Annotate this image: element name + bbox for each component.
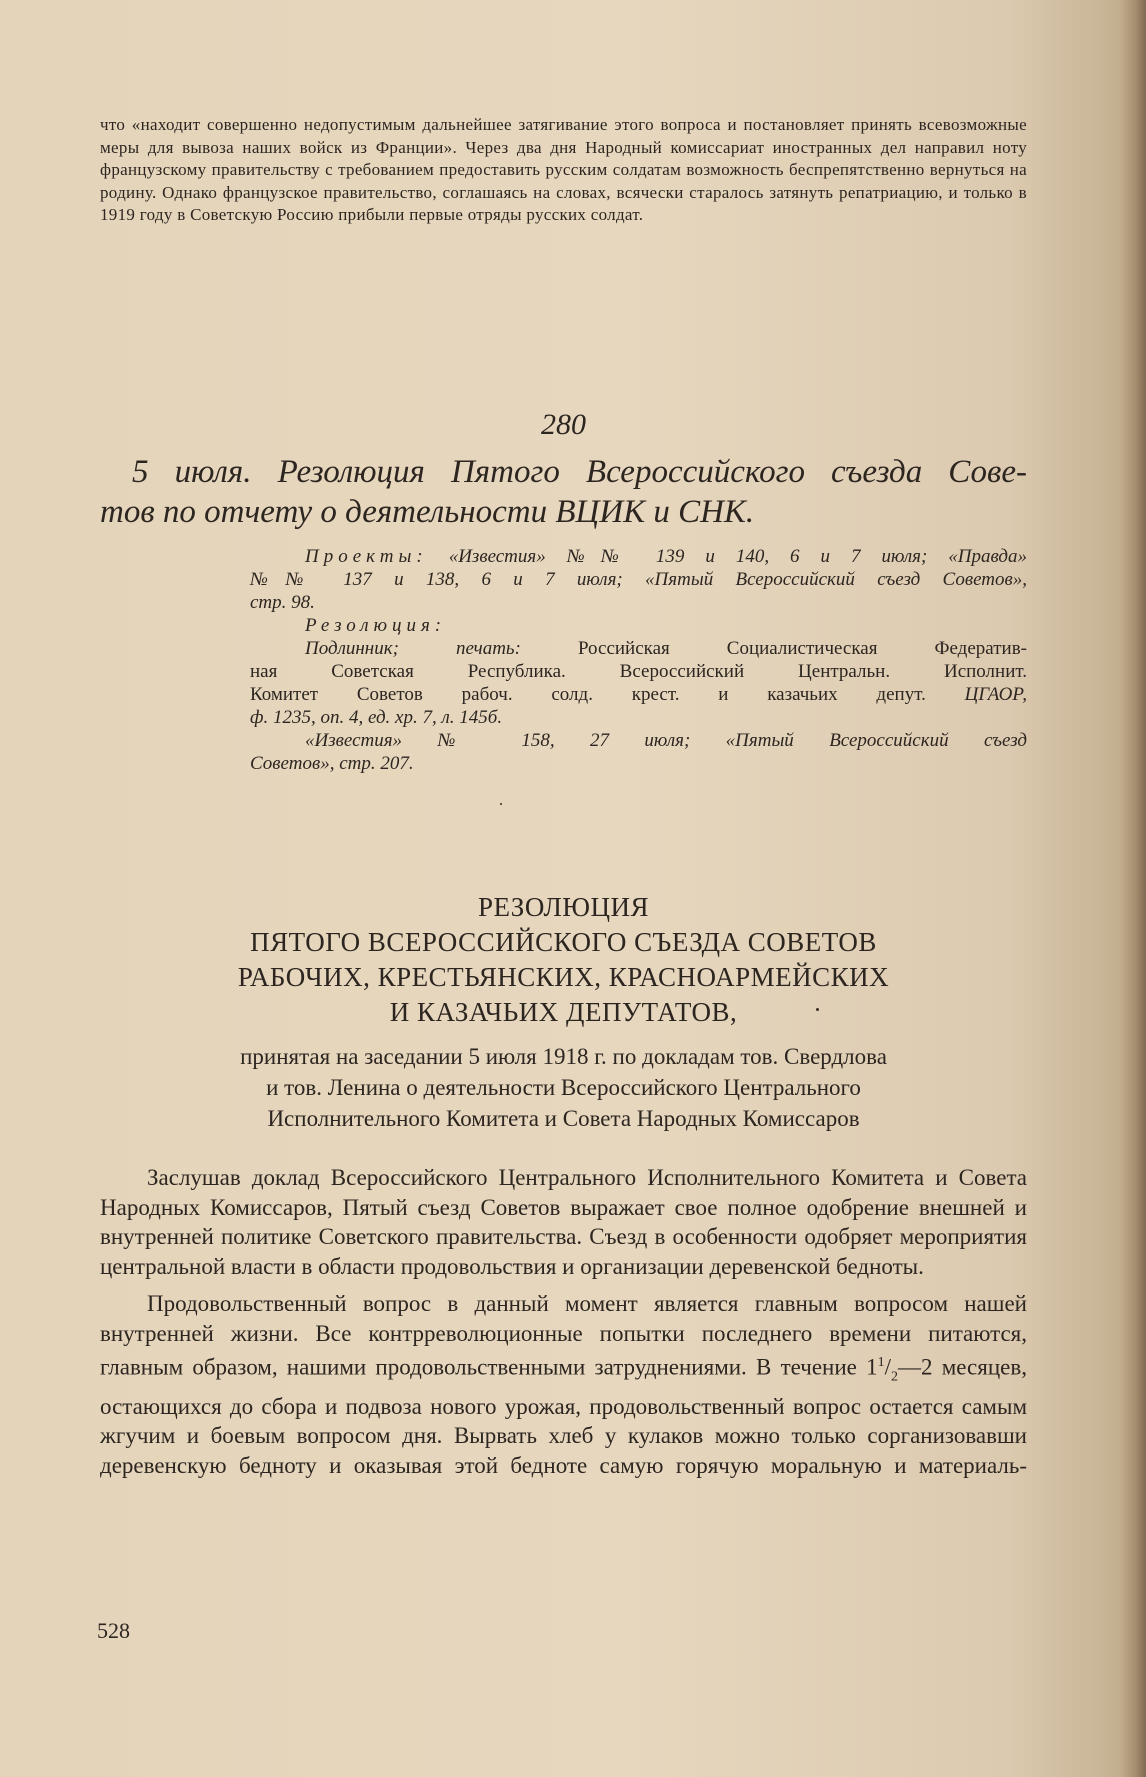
resolution-heading	[100, 890, 1027, 1030]
top-paragraph-block	[100, 114, 1027, 227]
body-paragraph-2-b: —2 месяцев, остающихся до сбора и подвоза нового урожая, продовольственный вопрос остается самым жгучим и боевым вопросом дня. Вырвать хлеб у кулаков можно только сорганизовавши деревенскую бедноту и оказывая этой бедноте самую горячую моральную и материаль-	[100, 1354, 1027, 1478]
heading-line-3: РАБОЧИХ, КРЕСТЬЯНСКИХ, КРАСНОАРМЕЙСКИХ	[237, 962, 890, 992]
document-title-line-2: тов по отчету о деятельности ВЦИК и СНК.	[100, 494, 755, 530]
projects-text-3: стр. 98.	[250, 592, 315, 613]
heading-line-1: РЕЗОЛЮЦИЯ	[477, 892, 650, 922]
izvestia-2: Советов», стр. 207.	[250, 753, 414, 774]
original-text-3a: Комитет Советов рабоч. солд. крест. и казачьих депут.	[250, 684, 926, 705]
resolution-label: Резолюция:	[305, 615, 447, 636]
print-speck	[816, 1008, 819, 1011]
document-title	[100, 452, 1027, 532]
top-paragraph: что «находит совершенно недопустимым дальнейшее затягивание этого вопроса и постановляет принять всевозможные меры для вывоза наших войск из Франции». Через два дня Народный комиссариат иностранных дел направил ноту французскому правительству с требованием предоставить русским солдатам возможность беспрепятственно вернуться на родину. Однако французское правительство, соглашаясь на словах, всячески старалось затянуть репатриацию, и только в 1919 году в Советскую Россию прибыли первые отряды русских солдат.	[100, 115, 1027, 224]
projects-label: Проекты:	[305, 546, 428, 567]
projects-text-1: «Известия» №№ 139 и 140, 6 и 7 июля; «Правда»	[448, 546, 1028, 567]
subheading-line-1: принятая на заседании 5 июля 1918 г. по докладам тов. Свердлова	[240, 1044, 887, 1069]
original-text-3b: ЦГАОР,	[964, 684, 1028, 705]
body-paragraph-2: Продовольственный вопрос в данный момент является главным вопросом нашей внутренней жизни. Все контрреволюционные попытки последнего времени питаются, главным образом, нашими продовольственными затруднениями. В течение $1^1/_2—2$ месяцев, остающихся до сбора и подвоза нового урожая, продовольственный вопрос остается самым жгучим и боевым вопросом дня. Вырвать хлеб у кулаков можно только сорганизовавши деревенскую бедноту и оказывая этой бедноте самую горячую моральную и материаль-	[100, 1291, 1027, 1478]
print-speck	[500, 803, 502, 805]
original-text-1: Российская Социалистическая Федератив-	[577, 638, 1027, 659]
body-paragraph-2-a: Продовольственный вопрос в данный момент является главным вопросом нашей внутренней жизни. Все контрреволюционные попытки последнего времени питаются, главным образом, нашими продовольственными затруднениями. В течение 1	[100, 1291, 1027, 1380]
archival-sources	[250, 545, 1027, 775]
heading-line-2: ПЯТОГО ВСЕРОССИЙСКОГО СЪЕЗДА СОВЕТОВ	[250, 927, 877, 957]
original-label: Подлинник; печать:	[305, 638, 521, 659]
resolution-body	[100, 1163, 1027, 1480]
projects-text-2: №№ 137 и 138, 6 и 7 июля; «Пятый Всероссийский съезд Советов»,	[250, 569, 1027, 590]
fraction-denominator: 2	[891, 1369, 898, 1385]
fraction-numerator: 1	[877, 1355, 885, 1370]
subheading-line-2: и тов. Ленина о деятельности Всероссийского Центрального	[266, 1075, 861, 1100]
original-text-2: ная Советская Республика. Всероссийский Центральн. Исполнит.	[250, 661, 1027, 682]
document-title-line-1: 5 июля. Резолюция Пятого Всероссийского съезда Сове-	[132, 454, 1027, 490]
page-fold-shadow	[1120, 0, 1146, 1777]
izvestia-1: «Известия» № 158, 27 июля; «Пятый Всероссийский съезд	[305, 730, 1027, 751]
page-number: 528	[97, 1618, 130, 1643]
resolution-subheading	[100, 1041, 1027, 1134]
body-paragraph-1: Заслушав доклад Всероссийского Центрального Исполнительного Комитета и Совета Народных Комиссаров, Пятый съезд Советов выражает свое полное одобрение внешней и внутренней политике Советского правительства. Съезд в особенности одобряет мероприятия центральной власти в области продовольствия и организации деревенской бедноты.	[100, 1165, 1027, 1279]
heading-line-4: И КАЗАЧЬИХ ДЕПУТАТОВ,	[389, 997, 738, 1027]
original-line-3	[250, 683, 1027, 706]
subheading-line-3: Исполнительного Комитета и Совета Народных Комиссаров	[267, 1106, 860, 1131]
document-number: 280	[541, 408, 586, 441]
original-line	[250, 637, 1027, 660]
projects-line	[250, 545, 1027, 568]
original-text-4: ф. 1235, оп. 4, ед. хр. 7, л. 145б.	[250, 707, 503, 728]
